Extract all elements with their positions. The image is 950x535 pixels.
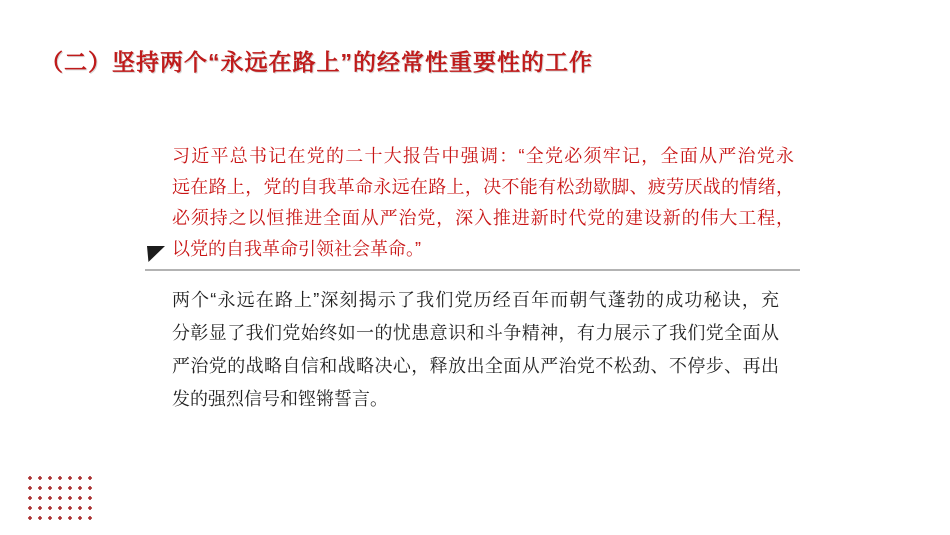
dot-grid-decoration (28, 476, 92, 520)
body-line: 严治党的战略自信和战略决心，释放出全面从严治党不松劲、不停步、再出 (172, 356, 779, 376)
decor-dot (58, 506, 62, 510)
decor-dot (78, 476, 82, 480)
body-line: 发的强烈信号和铿锵誓言。 (172, 389, 388, 409)
decor-dot (88, 486, 92, 490)
decor-dot (28, 516, 32, 520)
quote-line: 以党的自我革命引领社会革命。” (172, 239, 421, 259)
decor-dot (68, 476, 72, 480)
decor-dot (38, 506, 42, 510)
decor-dot (58, 496, 62, 500)
decor-dot (48, 496, 52, 500)
decor-dot (68, 496, 72, 500)
decor-dot (78, 506, 82, 510)
decor-dot (68, 516, 72, 520)
decor-dot (48, 486, 52, 490)
body-paragraph (172, 284, 779, 416)
decor-dot (78, 516, 82, 520)
section-divider (145, 269, 800, 271)
decor-dot (68, 506, 72, 510)
decor-dot (58, 476, 62, 480)
quote-line: 远在路上，党的自我革命永远在路上，决不能有松劲歇脚、疲劳厌战的情绪， (172, 177, 794, 197)
quote-line: 必须持之以恒推进全面从严治党，深入推进新时代党的建设新的伟大工程， (172, 208, 794, 228)
decor-dot (38, 516, 42, 520)
decor-dot (68, 486, 72, 490)
decor-dot (88, 516, 92, 520)
decor-dot (58, 486, 62, 490)
decor-dot (88, 506, 92, 510)
decor-dot (88, 496, 92, 500)
quote-paragraph (172, 141, 794, 265)
decor-dot (48, 476, 52, 480)
decor-dot (48, 506, 52, 510)
quote-line: 习近平总书记在党的二十大报告中强调：“全党必须牢记，全面从严治党永 (172, 146, 794, 166)
decor-dot (88, 476, 92, 480)
decor-dot (38, 476, 42, 480)
body-line: 分彰显了我们党始终如一的忧患意识和斗争精神，有力展示了我们党全面从 (172, 323, 779, 343)
decor-dot (28, 476, 32, 480)
decor-dot (28, 506, 32, 510)
decor-dot (38, 486, 42, 490)
triangle-marker-icon (147, 246, 165, 262)
decor-dot (78, 486, 82, 490)
decor-dot (28, 496, 32, 500)
decor-dot (28, 486, 32, 490)
decor-dot (58, 516, 62, 520)
decor-dot (78, 496, 82, 500)
body-line: 两个“永远在路上”深刻揭示了我们党历经百年而朝气蓬勃的成功秘诀，充 (172, 290, 779, 310)
decor-dot (48, 516, 52, 520)
decor-dot (38, 496, 42, 500)
slide-title: （二）坚持两个“永远在路上”的经常性重要性的工作 (40, 49, 593, 75)
